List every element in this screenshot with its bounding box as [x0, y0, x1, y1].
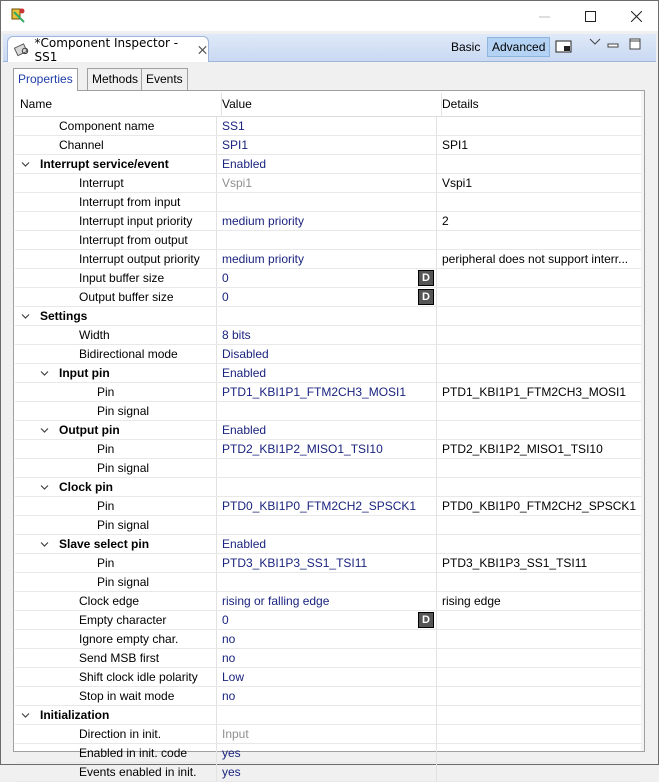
- property-value-cell[interactable]: [217, 573, 437, 591]
- property-value: medium priority: [222, 214, 305, 228]
- property-name: Events enabled in init.: [79, 765, 197, 779]
- property-value: [217, 309, 222, 323]
- property-name: Pin signal: [97, 404, 150, 418]
- property-name: Interrupt from output: [79, 233, 188, 247]
- property-details: [437, 423, 442, 437]
- column-header-details[interactable]: Details: [442, 97, 479, 111]
- property-value-cell[interactable]: [217, 421, 437, 439]
- property-value: [217, 404, 222, 418]
- property-name-cell: [15, 687, 217, 705]
- property-name-cell: [15, 744, 217, 762]
- property-value: PTD1_KBI1P1_FTM2CH3_MOSI1: [222, 385, 407, 399]
- property-name-cell: [15, 649, 217, 667]
- property-name-cell: [15, 592, 217, 610]
- property-details-cell: [437, 269, 641, 287]
- property-name: Width: [79, 328, 110, 342]
- property-name: Slave select pin: [59, 537, 150, 551]
- property-value-cell[interactable]: [217, 117, 437, 135]
- property-name: Component name: [59, 119, 155, 133]
- property-details: [437, 366, 442, 380]
- property-name: Empty character: [79, 613, 167, 627]
- property-details: [437, 575, 442, 589]
- default-value-button[interactable]: D: [418, 270, 434, 286]
- property-name: Output buffer size: [79, 290, 174, 304]
- property-name: Clock pin: [59, 480, 114, 494]
- property-details: [437, 765, 442, 779]
- property-name: Initialization: [40, 708, 110, 722]
- property-name: Direction in init.: [79, 727, 162, 741]
- property-value-cell[interactable]: [217, 478, 437, 496]
- property-value: 0: [222, 271, 229, 285]
- property-row[interactable]: [15, 402, 641, 421]
- property-details: SPI1: [442, 138, 469, 152]
- property-row[interactable]: [15, 269, 641, 288]
- property-group-row[interactable]: [15, 421, 641, 440]
- property-details-cell: [437, 174, 641, 192]
- property-value: [217, 708, 222, 722]
- property-name: Pin: [97, 442, 115, 456]
- property-row[interactable]: [15, 763, 641, 782]
- property-details: [437, 233, 442, 247]
- property-details-cell: [437, 212, 641, 230]
- property-value: 8 bits: [222, 328, 251, 342]
- property-name-cell: [15, 535, 217, 553]
- maximize-view-icon[interactable]: [629, 38, 641, 50]
- property-name-cell: [15, 117, 217, 135]
- property-value: Vspi1: [222, 176, 253, 190]
- property-details: [437, 347, 442, 361]
- property-value: [217, 461, 222, 475]
- property-value-cell[interactable]: [217, 193, 437, 211]
- property-name-cell: [15, 402, 217, 420]
- property-value: SS1: [222, 119, 245, 133]
- property-name-cell: [15, 611, 217, 629]
- property-row[interactable]: [15, 193, 641, 212]
- property-row[interactable]: [15, 725, 641, 744]
- property-value-cell[interactable]: [217, 212, 437, 230]
- property-name-cell: [15, 630, 217, 648]
- property-details: [437, 670, 442, 684]
- property-details: [437, 708, 442, 722]
- property-value-cell[interactable]: [217, 345, 437, 363]
- property-group-row[interactable]: [15, 535, 641, 554]
- property-details: [437, 461, 442, 475]
- property-group-row[interactable]: [15, 307, 641, 326]
- property-details-cell: [437, 611, 641, 629]
- property-details: [437, 404, 442, 418]
- property-value: Low: [222, 670, 245, 684]
- property-value: yes: [222, 765, 241, 779]
- property-value: rising or falling edge: [222, 594, 330, 608]
- property-row[interactable]: [15, 174, 641, 193]
- view-tab-title: *Component Inspector - SS1: [34, 35, 179, 64]
- app-icon: [9, 7, 27, 25]
- property-details-cell: [437, 307, 641, 325]
- expand-chevron-icon[interactable]: [21, 312, 30, 321]
- property-details: [437, 309, 442, 323]
- property-row[interactable]: [15, 440, 641, 459]
- property-details-cell: [437, 364, 641, 382]
- property-value: [217, 575, 222, 589]
- property-details-cell: [437, 725, 641, 743]
- property-name-cell: [15, 421, 217, 439]
- property-row[interactable]: [15, 117, 641, 136]
- property-value-cell[interactable]: [217, 687, 437, 705]
- property-name: Interrupt: [79, 176, 124, 190]
- property-value: no: [222, 689, 236, 703]
- expand-chevron-icon[interactable]: [40, 540, 49, 549]
- vertical-scrollbar[interactable]: [641, 91, 644, 751]
- property-value-cell[interactable]: [217, 592, 437, 610]
- property-value: Disabled: [222, 347, 269, 361]
- property-value-cell[interactable]: [217, 402, 437, 420]
- property-name-cell: [15, 326, 217, 344]
- property-details: peripheral does not support interr...: [442, 252, 629, 266]
- property-details: [437, 271, 442, 285]
- property-name-cell: [15, 307, 217, 325]
- property-row[interactable]: [15, 592, 641, 611]
- maximize-window-button[interactable]: [567, 1, 613, 31]
- property-name-cell: [15, 250, 217, 268]
- property-value: Enabled: [222, 157, 267, 171]
- property-name: Pin signal: [97, 575, 150, 589]
- property-value: Enabled: [222, 423, 267, 437]
- property-row[interactable]: [15, 136, 641, 155]
- property-details: [437, 518, 442, 532]
- property-group-row[interactable]: [15, 155, 641, 174]
- property-name: Bidirectional mode: [79, 347, 178, 361]
- property-details-cell: [437, 402, 641, 420]
- property-name: Channel: [59, 138, 104, 152]
- property-details-cell: [437, 687, 641, 705]
- property-details: PTD1_KBI1P1_FTM2CH3_MOSI1: [442, 385, 627, 399]
- property-value-cell[interactable]: [217, 630, 437, 648]
- expand-chevron-icon[interactable]: [21, 160, 30, 169]
- property-details-cell: [437, 668, 641, 686]
- property-value: Enabled: [222, 366, 267, 380]
- property-value-cell[interactable]: [217, 706, 437, 724]
- property-row[interactable]: [15, 573, 641, 592]
- property-value-cell[interactable]: [217, 231, 437, 249]
- property-value: [217, 195, 222, 209]
- property-value-cell[interactable]: [217, 364, 437, 382]
- property-value-cell[interactable]: [217, 554, 437, 572]
- component-inspector-icon: [14, 42, 31, 58]
- property-value-cell[interactable]: [217, 744, 437, 762]
- property-row[interactable]: [15, 516, 641, 535]
- property-value-cell[interactable]: [217, 136, 437, 154]
- property-details: 2: [442, 214, 449, 228]
- property-details-cell: [437, 155, 641, 173]
- property-name-cell: [15, 174, 217, 192]
- property-details-cell: [437, 117, 641, 135]
- property-details: [437, 651, 442, 665]
- property-group-row[interactable]: [15, 364, 641, 383]
- advanced-mode-button[interactable]: Advanced: [487, 37, 550, 57]
- property-value-cell[interactable]: [217, 763, 437, 781]
- property-details: [437, 195, 442, 209]
- property-group-row[interactable]: [15, 706, 641, 725]
- property-name: Ignore empty char.: [79, 632, 179, 646]
- property-value-cell[interactable]: [217, 668, 437, 686]
- property-row[interactable]: [15, 687, 641, 706]
- property-row[interactable]: [15, 250, 641, 269]
- property-row[interactable]: [15, 611, 641, 630]
- property-name-cell: [15, 516, 217, 534]
- expand-chevron-icon[interactable]: [40, 426, 49, 435]
- property-name: Input pin: [59, 366, 110, 380]
- property-name: Settings: [40, 309, 88, 323]
- property-row[interactable]: [15, 630, 641, 649]
- property-details: rising edge: [442, 594, 501, 608]
- property-details: PTD2_KBI1P2_MISO1_TSI10: [442, 442, 603, 456]
- property-details-cell: [437, 136, 641, 154]
- expand-chevron-icon[interactable]: [40, 483, 49, 492]
- property-value-cell[interactable]: [217, 250, 437, 268]
- property-row[interactable]: [15, 383, 641, 402]
- minimize-icon: [539, 11, 550, 22]
- property-details-cell: [437, 573, 641, 591]
- column-header-name[interactable]: Name: [15, 93, 222, 116]
- property-row[interactable]: [15, 744, 641, 763]
- property-name: Interrupt from input: [79, 195, 181, 209]
- properties-panel: [13, 90, 645, 779]
- property-value-cell[interactable]: [217, 288, 437, 306]
- property-details-cell: [437, 763, 641, 781]
- property-details-cell: [437, 497, 641, 515]
- property-name-cell: [15, 193, 217, 211]
- property-details: [437, 480, 442, 494]
- property-row[interactable]: [15, 497, 641, 516]
- property-row[interactable]: [15, 459, 641, 478]
- property-details-cell: [437, 326, 641, 344]
- property-name-cell: [15, 459, 217, 477]
- property-value: no: [222, 632, 236, 646]
- property-value: [217, 233, 222, 247]
- property-value: PTD0_KBI1P0_FTM2CH2_SPSCK1: [222, 499, 417, 513]
- property-name: Pin: [97, 499, 115, 513]
- property-details: PTD0_KBI1P0_FTM2CH2_SPSCK1: [442, 499, 637, 513]
- property-value: Enabled: [222, 537, 267, 551]
- property-value: Input: [222, 727, 249, 741]
- property-value-cell[interactable]: [217, 326, 437, 344]
- minimize-view-icon[interactable]: [607, 38, 619, 50]
- property-details-cell: [437, 535, 641, 553]
- property-details-cell: [437, 516, 641, 534]
- maximize-icon: [585, 11, 596, 22]
- expand-chevron-icon[interactable]: [21, 711, 30, 720]
- property-name: Output pin: [59, 423, 120, 437]
- property-value-cell[interactable]: [217, 269, 437, 287]
- property-value-cell[interactable]: [217, 383, 437, 401]
- property-row[interactable]: [15, 345, 641, 364]
- property-details-cell: [437, 478, 641, 496]
- property-name: Clock edge: [79, 594, 140, 608]
- property-name-cell: [15, 706, 217, 724]
- property-details-cell: [437, 231, 641, 249]
- property-name-cell: [15, 554, 217, 572]
- property-name: Pin signal: [97, 518, 150, 532]
- property-details-cell: [437, 345, 641, 363]
- property-name: Send MSB first: [79, 651, 160, 665]
- property-name-cell: [15, 231, 217, 249]
- property-group-row[interactable]: [15, 478, 641, 497]
- property-details-cell: [437, 744, 641, 762]
- column-header-value[interactable]: Value: [217, 93, 442, 116]
- property-name-cell: [15, 364, 217, 382]
- property-name-cell: [15, 497, 217, 515]
- property-name-cell: [15, 573, 217, 591]
- default-value-button[interactable]: D: [418, 289, 434, 305]
- property-value-cell[interactable]: [217, 649, 437, 667]
- property-details: [437, 537, 442, 551]
- property-details: [437, 632, 442, 646]
- property-value: medium priority: [222, 252, 305, 266]
- property-details-cell: [437, 383, 641, 401]
- minimize-window-button[interactable]: [521, 1, 567, 31]
- view-toolbar: [3, 34, 656, 62]
- property-name-cell: [15, 155, 217, 173]
- grid-header: [15, 93, 641, 117]
- property-value: 0: [222, 290, 229, 304]
- property-name-cell: [15, 725, 217, 743]
- default-value-button[interactable]: D: [418, 612, 434, 628]
- property-value: 0: [222, 613, 229, 627]
- property-row[interactable]: [15, 288, 641, 307]
- property-value-cell[interactable]: [217, 497, 437, 515]
- property-row[interactable]: [15, 212, 641, 231]
- view-tab-component-inspector[interactable]: [7, 36, 209, 62]
- property-name-cell: [15, 345, 217, 363]
- property-name: Input buffer size: [79, 271, 165, 285]
- property-row[interactable]: [15, 649, 641, 668]
- property-value: [217, 480, 222, 494]
- close-tab-icon[interactable]: [197, 44, 208, 56]
- property-value-cell[interactable]: [217, 516, 437, 534]
- properties-grid: [15, 93, 641, 782]
- property-details: [437, 689, 442, 703]
- property-name: Interrupt service/event: [40, 157, 169, 171]
- property-name: Pin: [97, 385, 115, 399]
- property-details: [437, 746, 442, 760]
- property-name: Interrupt input priority: [79, 214, 193, 228]
- property-details: [437, 290, 442, 304]
- property-details-cell: [437, 592, 641, 610]
- property-details-cell: [437, 288, 641, 306]
- property-details-cell: [437, 193, 641, 211]
- tab-properties[interactable]: Properties: [13, 68, 78, 91]
- property-name-cell: [15, 478, 217, 496]
- property-value-cell[interactable]: [217, 535, 437, 553]
- property-row[interactable]: [15, 326, 641, 345]
- close-window-button[interactable]: [613, 1, 659, 31]
- property-name: Pin: [97, 556, 115, 570]
- tab-events[interactable]: Events: [141, 68, 188, 90]
- view-menu-icon[interactable]: [589, 37, 601, 47]
- property-name: Enabled in init. code: [79, 746, 188, 760]
- property-value: PTD3_KBI1P3_SS1_TSI11: [222, 556, 368, 570]
- property-name-cell: [15, 269, 217, 287]
- property-details: [437, 157, 442, 171]
- property-details-cell: [437, 630, 641, 648]
- property-value: yes: [222, 746, 241, 760]
- property-value: SPI1: [222, 138, 249, 152]
- property-details-cell: [437, 440, 641, 458]
- property-value-cell[interactable]: [217, 611, 437, 629]
- property-details: [437, 328, 442, 342]
- close-icon: [631, 11, 642, 22]
- property-value: PTD2_KBI1P2_MISO1_TSI10: [222, 442, 383, 456]
- property-details: PTD3_KBI1P3_SS1_TSI11: [442, 556, 588, 570]
- property-value-cell[interactable]: [217, 459, 437, 477]
- view-layout-icon[interactable]: [554, 38, 574, 56]
- property-details: [437, 727, 442, 741]
- property-name: Stop in wait mode: [79, 689, 175, 703]
- property-value-cell[interactable]: [217, 174, 437, 192]
- property-name: Pin signal: [97, 461, 150, 475]
- property-details-cell: [437, 421, 641, 439]
- property-name-cell: [15, 763, 217, 781]
- property-value-cell[interactable]: [217, 725, 437, 743]
- property-name-cell: [15, 136, 217, 154]
- property-value: no: [222, 651, 236, 665]
- property-details-cell: [437, 250, 641, 268]
- property-row[interactable]: [15, 554, 641, 573]
- property-name-cell: [15, 383, 217, 401]
- property-name-cell: [15, 212, 217, 230]
- property-name-cell: [15, 440, 217, 458]
- property-value: [217, 518, 222, 532]
- tab-methods[interactable]: Methods: [87, 68, 143, 90]
- basic-mode-button[interactable]: Basic: [451, 40, 481, 54]
- property-value-cell[interactable]: [217, 307, 437, 325]
- property-details-cell: [437, 706, 641, 724]
- expand-chevron-icon[interactable]: [40, 369, 49, 378]
- property-details: Vspi1: [442, 176, 473, 190]
- property-details: [437, 613, 442, 627]
- property-name-cell: [15, 288, 217, 306]
- title-bar: [1, 1, 658, 31]
- property-value-cell[interactable]: [217, 440, 437, 458]
- property-value-cell[interactable]: [217, 155, 437, 173]
- property-details-cell: [437, 554, 641, 572]
- property-name: Shift clock idle polarity: [79, 670, 198, 684]
- property-name-cell: [15, 668, 217, 686]
- property-name: Interrupt output priority: [79, 252, 200, 266]
- property-row[interactable]: [15, 231, 641, 250]
- property-details: [437, 119, 442, 133]
- property-row[interactable]: [15, 668, 641, 687]
- property-details-cell: [437, 649, 641, 667]
- property-details-cell: [437, 459, 641, 477]
